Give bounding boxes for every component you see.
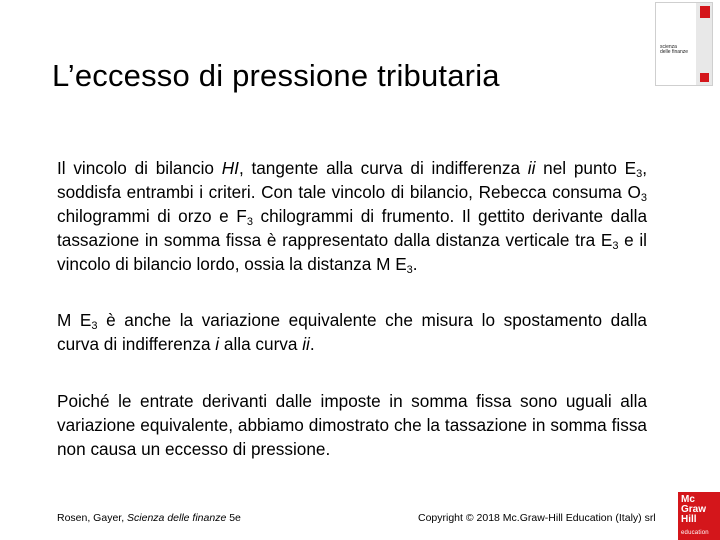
- p2-text: è anche la variazione equivalente che misura lo spostamento dalla curva di indifferenza: [57, 310, 647, 354]
- cover-title-line2: delle finanze: [660, 49, 689, 55]
- cover-red-mark: [700, 6, 710, 18]
- paragraph-2: [57, 308, 647, 356]
- footer-copyright: Copyright © 2018 Mc.Graw-Hill Education (Italy) srl: [418, 512, 656, 524]
- paragraph-1: [57, 156, 647, 276]
- logo-line2: Graw: [681, 504, 707, 515]
- slide-title: L’eccesso di pressione tributaria: [52, 58, 500, 93]
- p1-sub: 3: [612, 240, 619, 252]
- logo-line3: Hill: [681, 514, 697, 525]
- p2-ii: ii: [302, 334, 310, 354]
- p2-text: alla curva: [219, 334, 303, 354]
- mcgraw-hill-logo: [678, 492, 720, 540]
- p3-text: Poiché le entrate derivanti dalle imposte in somma fissa sono uguali alla variazione equivalente, abbiamo dimostrato che la tassazione in somma fissa non causa un eccesso di pressione.: [57, 391, 647, 459]
- p1-text: nel punto E: [535, 158, 637, 178]
- p1-text: chilogrammi di orzo e F: [57, 206, 247, 226]
- cover-title-line1: scienza: [660, 44, 677, 50]
- cover-title: [660, 45, 688, 55]
- p1-sub: 3: [640, 192, 647, 204]
- p1-text: chilogrammi di frumento. Il gettito derivante dalla tassazione in somma fissa è rappresentato dalla distanza verticale tra E: [57, 206, 647, 250]
- p2-i: i: [215, 334, 220, 354]
- p1-ii: ii: [527, 158, 536, 178]
- cover-publisher-mark: [700, 73, 709, 82]
- p1-hi: HI: [221, 158, 239, 178]
- book-cover-thumbnail: [655, 2, 713, 86]
- p2-text: .: [309, 334, 315, 354]
- p1-text: Il vincolo di bilancio: [57, 158, 222, 178]
- p1-text: e il vincolo di bilancio lordo, ossia la distanza M E: [57, 230, 647, 274]
- p1-text: , tangente alla curva di indifferenza: [238, 158, 528, 178]
- p1-sub: 3: [636, 168, 643, 180]
- logo-line4: education: [681, 530, 709, 536]
- footer-citation: [57, 512, 241, 524]
- p2-sub: 3: [91, 320, 98, 332]
- logo-line1: Mc: [681, 494, 695, 505]
- footer-book-title: Scienza delle finanze: [127, 512, 227, 524]
- p1-sub: 3: [246, 216, 253, 228]
- p1-text: , soddisfa entrambi i criteri. Con tale vincolo di bilancio, Rebecca consuma O: [57, 158, 647, 202]
- p1-text: .: [412, 254, 418, 274]
- footer-edition: 5e: [226, 512, 241, 524]
- paragraph-3: [57, 389, 647, 461]
- p2-text: M E: [57, 310, 92, 330]
- p1-sub: 3: [406, 264, 413, 276]
- footer-authors: Rosen, Gayer,: [57, 512, 128, 524]
